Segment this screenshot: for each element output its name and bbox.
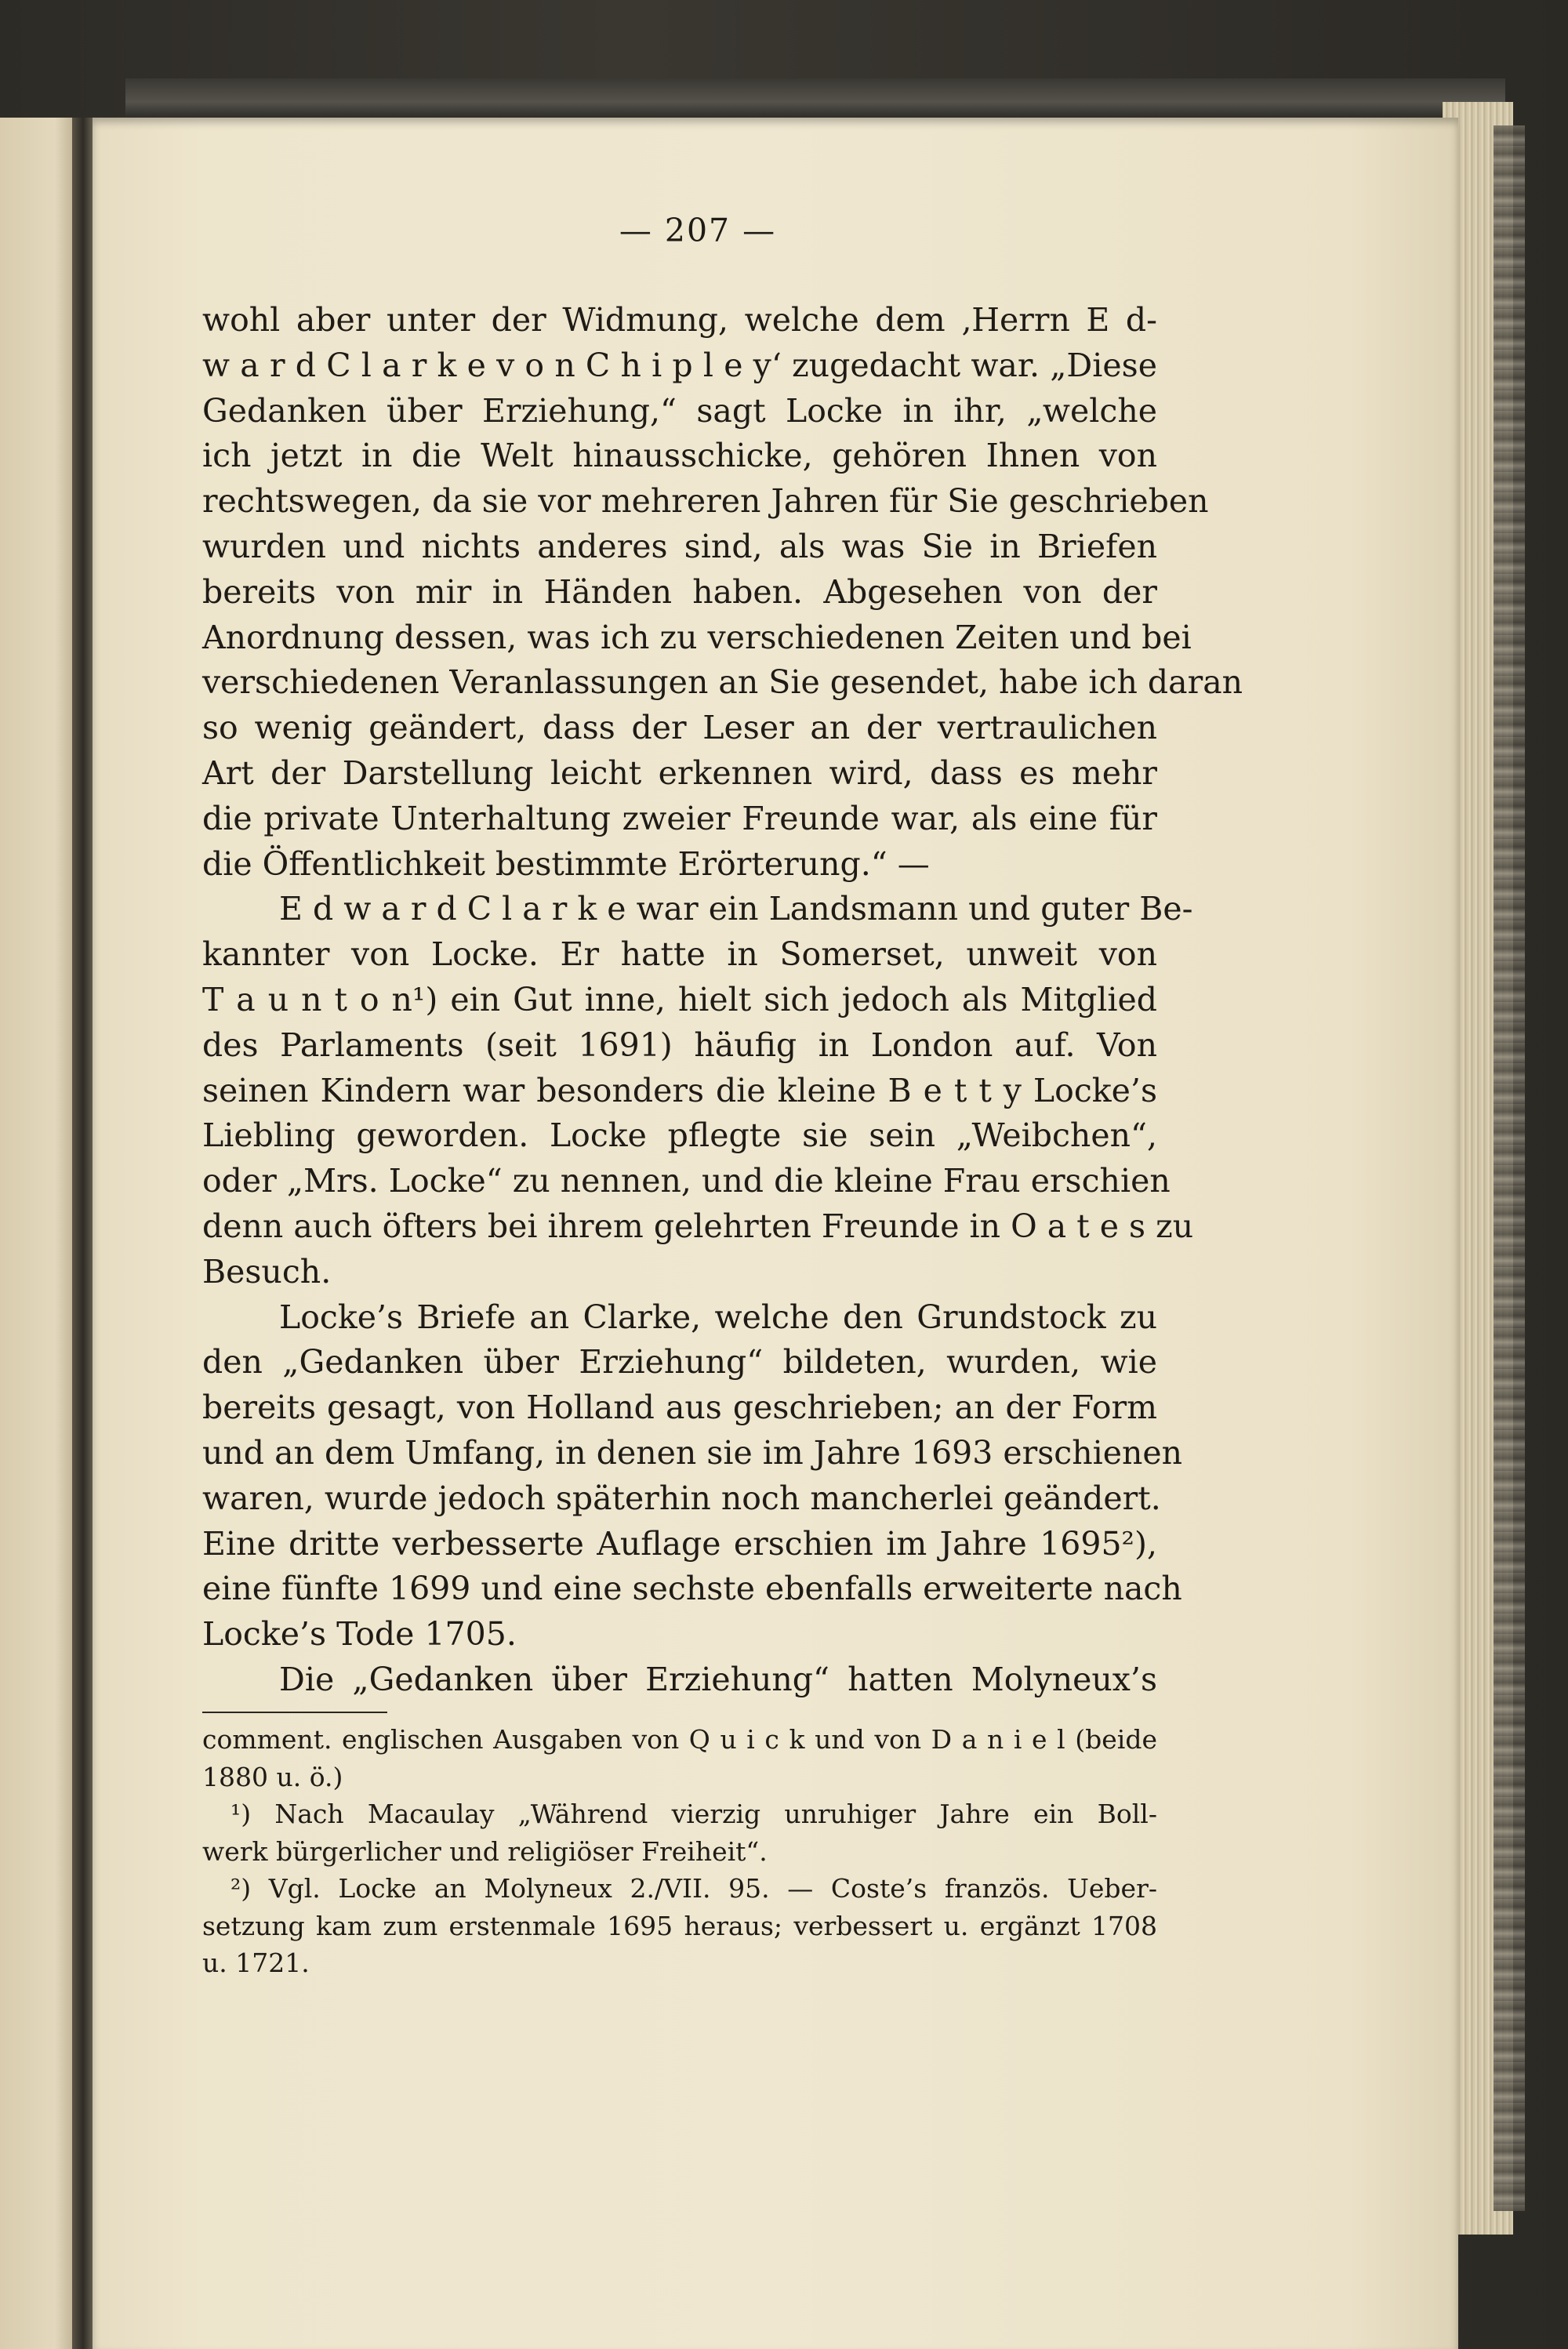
binding-band xyxy=(1494,125,1525,2211)
body-line: Art der Darstellung leicht erkennen wird, dass es mehr xyxy=(202,753,1157,792)
body-line: Eine dritte verbesserte Auflage erschien im Jahre 1695²), xyxy=(202,1524,1157,1563)
body-line: Die „Gedanken über Erziehung“ hatten Molyneux’s xyxy=(279,1660,1157,1698)
body-line: und an dem Umfang, in denen sie im Jahre 1693 erschienen xyxy=(202,1433,1183,1472)
footnote-line: ²) Vgl. Locke an Molyneux 2./VII. 95. — Coste’s französ. Ueber- xyxy=(230,1873,1157,1904)
body-line: wohl aber unter der Widmung, welche dem ‚Herrn E d- xyxy=(202,301,1157,339)
book-gutter xyxy=(72,118,94,2349)
body-line: die private Unterhaltung zweier Freunde war, als eine für xyxy=(202,799,1157,837)
footnote-line: u. 1721. xyxy=(202,1948,310,1978)
body-line: Gedanken über Erziehung,“ sagt Locke in ihr, „welche xyxy=(202,391,1157,430)
body-line: so wenig geändert, dass der Leser an der vertraulichen xyxy=(202,709,1157,747)
body-line: eine fünfte 1699 und eine sechste ebenfalls erweiterte nach xyxy=(202,1570,1182,1608)
body-line: wurden und nichts anderes sind, als was Sie in Briefen xyxy=(202,527,1157,565)
body-line: Besuch. xyxy=(202,1252,332,1291)
footnote-line: comment. englischen Ausgaben von Q u i c k und von D a n i e l (beide xyxy=(202,1724,1157,1755)
body-line: Anordnung dessen, was ich zu verschiedenen Zeiten und bei xyxy=(202,618,1192,656)
body-line: verschiedenen Veranlassungen an Sie gesendet, habe ich daran xyxy=(202,663,1243,702)
body-line: ich jetzt in die Welt hinausschicke, gehören Ihnen von xyxy=(202,437,1157,475)
body-text xyxy=(202,298,1243,1703)
footnote-line: ¹) Nach Macaulay „Während vierzig unruhiger Jahre ein Boll- xyxy=(230,1799,1157,1829)
footnote-rule xyxy=(202,1712,387,1713)
body-line: waren, wurde jedoch späterhin noch mancherlei geändert. xyxy=(202,1479,1161,1517)
body-line: Liebling geworden. Locke pflegte sie sein „Weibchen“, xyxy=(202,1116,1157,1155)
body-line: des Parlaments (seit 1691) häufig in London auf. Von xyxy=(202,1026,1157,1064)
footnote-line: 1880 u. ö.) xyxy=(202,1761,343,1792)
body-line: bereits gesagt, von Holland aus geschrieben; an der Form xyxy=(202,1389,1157,1427)
left-page-edge xyxy=(0,118,78,2349)
body-line: kannter von Locke. Er hatte in Somerset, unweit von xyxy=(202,935,1157,974)
body-line: T a u n t o n¹) ein Gut inne, hielt sich jedoch als Mitglied xyxy=(202,980,1157,1018)
book-top-edge xyxy=(125,78,1505,118)
body-line: Locke’s Briefe an Clarke, welche den Grundstock zu xyxy=(279,1298,1157,1336)
body-line: oder „Mrs. Locke“ zu nennen, und die kleine Frau erschien xyxy=(202,1162,1171,1200)
body-line: E d w a r d C l a r k e war ein Landsmann und guter Be- xyxy=(279,890,1193,928)
footnote-line: werk bürgerlicher und religiöser Freiheit“. xyxy=(202,1835,768,1867)
body-line: denn auch öfters bei ihrem gelehrten Freunde in O a t e s zu xyxy=(202,1207,1194,1245)
body-line: rechtswegen, da sie vor mehreren Jahren für Sie geschrieben xyxy=(202,482,1209,521)
footnote-line: setzung kam zum erstenmale 1695 heraus; verbessert u. ergänzt 1708 xyxy=(202,1910,1157,1941)
body-line: seinen Kindern war besonders die kleine B e t t y Locke’s xyxy=(202,1071,1157,1109)
body-line: w a r d C l a r k e v o n C h i p l e y‘ zugedacht war. „Diese xyxy=(202,346,1157,384)
page-number: — 207 — xyxy=(619,212,777,249)
body-line: Locke’s Tode 1705. xyxy=(202,1615,517,1654)
body-line: den „Gedanken über Erziehung“ bildeten, wurden, wie xyxy=(202,1343,1157,1381)
footnotes xyxy=(202,1721,1157,1982)
body-line: bereits von mir in Händen haben. Abgesehen von der xyxy=(202,572,1157,611)
body-line: die Öffentlichkeit bestimmte Erörterung.“ — xyxy=(202,844,930,883)
